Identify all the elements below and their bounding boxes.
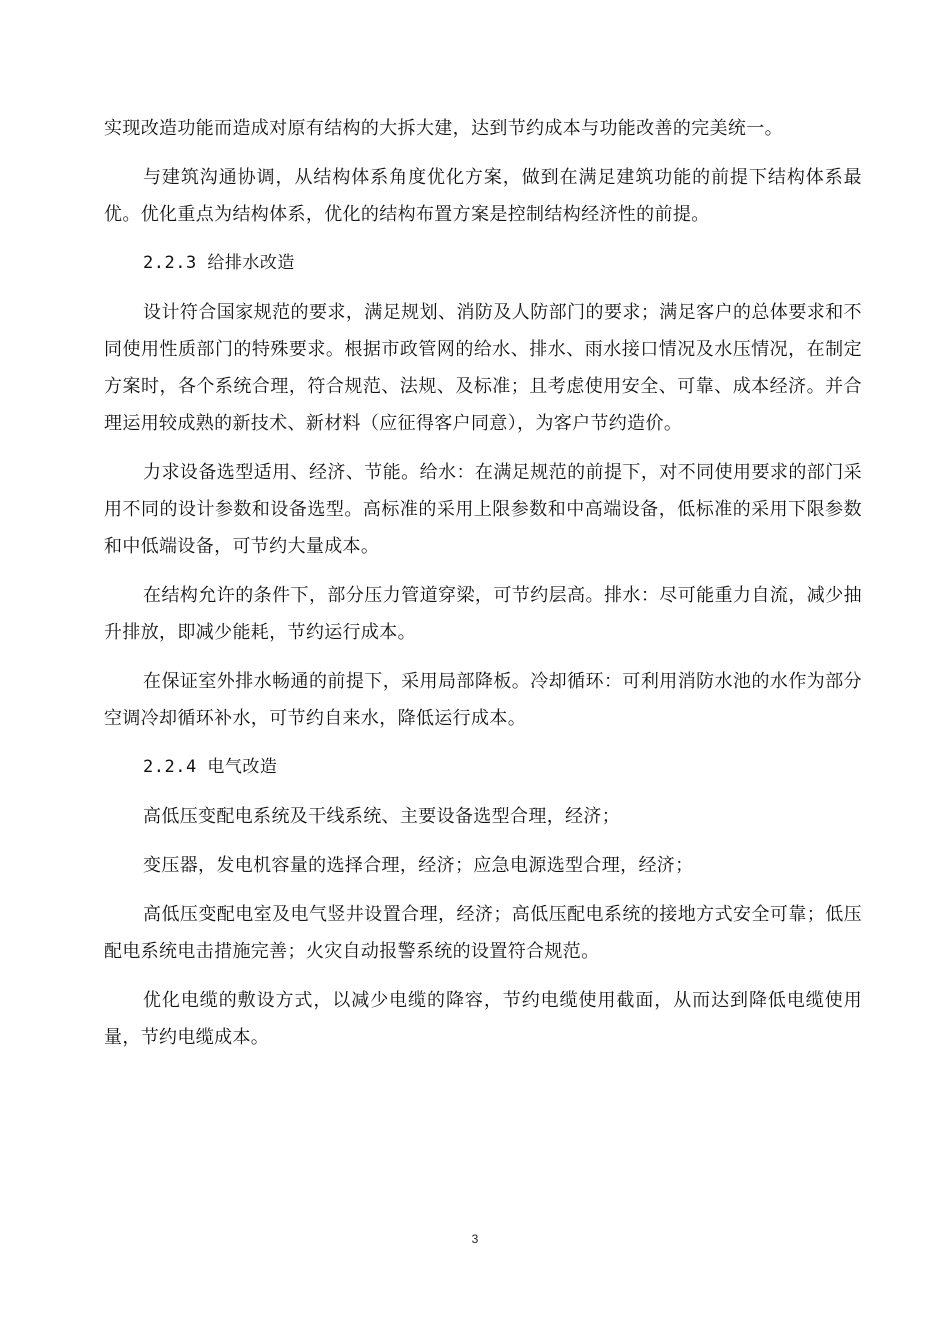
- paragraph-cooling-circulation: 在保证室外排水畅通的前提下，采用局部降板。冷却循环：可利用消防水池的水作为部分空调冷却循环补水，可节约自来水，降低运行成本。: [104, 671, 862, 729]
- paragraph-transformer: 变压器，发电机容量的选择合理，经济；应急电源选型合理，经济；: [143, 855, 694, 876]
- paragraph-pipe-through-beam: 在结构允许的条件下，部分压力管道穿梁，可节约层高。排水：尽可能重力自流，减少抽升排放，即减少能耗，节约运行成本。: [104, 585, 862, 643]
- page-number: 3: [471, 1232, 479, 1246]
- document-body: [104, 110, 862, 1068]
- paragraph-substation: 高低压变配电室及电气竖井设置合理，经济；高低压配电系统的接地方式安全可靠；低压配电系统电击措施完善；火灾自动报警系统的设置符合规范。: [104, 904, 862, 962]
- paragraph-equipment-selection: 力求设备选型适用、经济、节能。给水：在满足规范的前提下，对不同使用要求的部门采用不同的设计参数和设备选型。高标准的采用上限参数和中高端设备，低标准的采用下限参数和中低端设备，可节约大量成本。: [104, 462, 862, 557]
- section-heading-electrical: 2.2.4 电气改造: [143, 757, 278, 777]
- paragraph-power-distribution: 高低压变配电系统及干线系统、主要设备选型合理，经济；: [143, 806, 621, 827]
- paragraph-structure-optimization: 与建筑沟通协调，从结构体系角度优化方案，做到在满足建筑功能的前提下结构体系最优。优化重点为结构体系，优化的结构布置方案是控制结构经济性的前提。: [104, 167, 862, 225]
- paragraph-cable-optimization: 优化电缆的敷设方式，以减少电缆的降容，节约电缆使用截面，从而达到降低电缆使用量，节约电缆成本。: [104, 990, 862, 1048]
- paragraph-continuation: 实现改造功能而造成对原有结构的大拆大建，达到节约成本与功能改善的完美统一。: [104, 118, 783, 139]
- section-heading-plumbing: 2.2.3 给排水改造: [143, 253, 295, 273]
- paragraph-design-requirements: 设计符合国家规范的要求，满足规划、消防及人防部门的要求；满足客户的总体要求和不同使用性质部门的特殊要求。根据市政管网的给水、排水、雨水接口情况及水压情况，在制定方案时，各个系统合理，符合规范、法规、及标准；且考虑使用安全、可靠、成本经济。并合理运用较成熟的新技术、新材料（应征得客户同意），为客户节约造价。: [104, 302, 862, 434]
